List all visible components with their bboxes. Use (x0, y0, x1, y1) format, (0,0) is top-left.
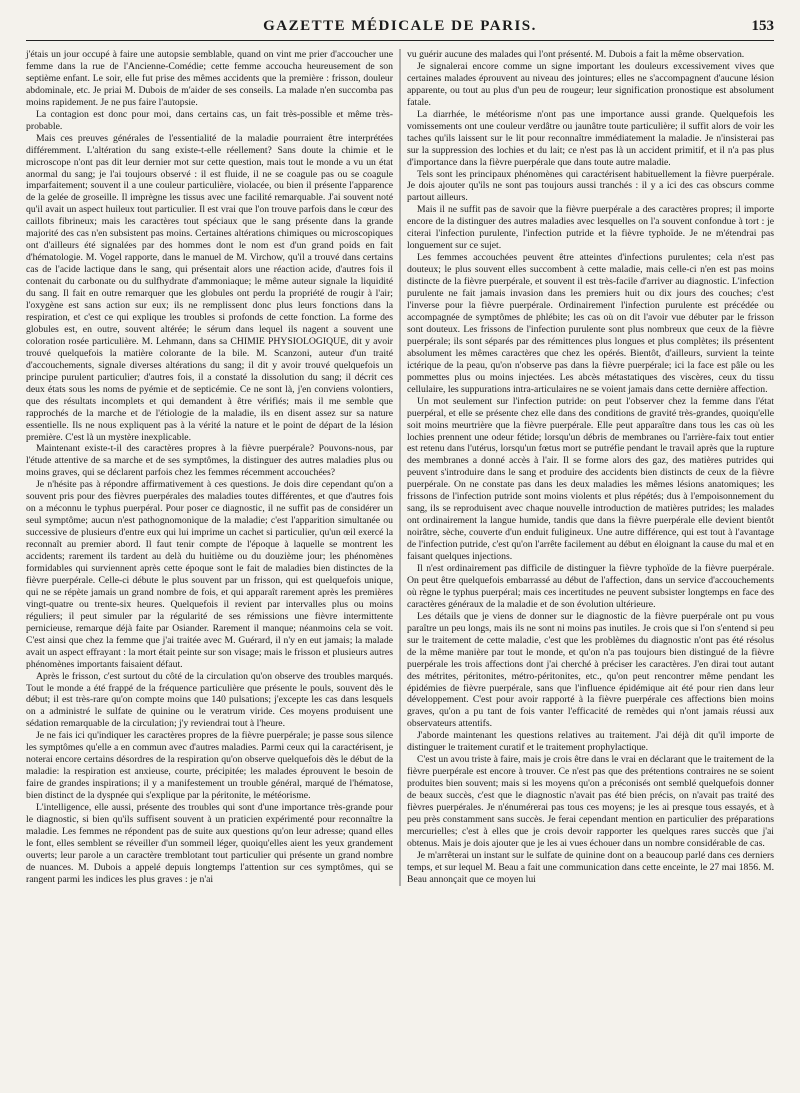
paragraph: Mais il ne suffit pas de savoir que la fièvre puerpérale a des caractères propres; il importe encore de la distinguer des autres maladies avec lesquelles on l'a souvent confondue à tort : je citerai l'infection purulente, l'infection putride et la fièvre typhoïde. Je ne m'étendrai pas longuement sur ce sujet. (407, 204, 774, 252)
paragraph: Un mot seulement sur l'infection putride: on peut l'observer chez la femme dans l'état puerpéral, et elle se présente chez elle dans des conditions de gravité très-grandes, quoiqu'elle soit moins meurtrière que la fièvre puerpérale. Elle peut apparaître dans tous les cas où les lochies prennent une odeur fétide; lorsqu'un débris de membranes ou l'arrière-faix tout entier est retenu dans l'utérus, lorsqu'un fœtus mort se putréfie pendant le travail après que la rupture des membranes a donné accès à l'air. Il se forme alors des gaz, des matières putrides qui peuvent s'introduire dans le sang et produire des accidents bien distincts de ceux de la fièvre puerpérale. On ne constate pas dans les deux maladies les mêmes lésions anatomiques; les frissons de l'infection putride sont moins violents et plus répétés; dus à l'empoisonnement du sang, ils se reproduisent avec chaque nouvelle introduction de matières putrides; les malades ont ordinairement la langue humide, tandis que dans la fièvre puerpérale elle devient bientôt noirâtre, sèche, couverte d'un enduit fuligineux. Une autre différence, qui est tout à l'avantage de l'infection putride, c'est qu'on l'arrête facilement au début en éloignant la cause du mal et en faisant quelques injections. (407, 395, 774, 563)
paragraph: J'aborde maintenant les questions relatives au traitement. J'ai déjà dit qu'il importe de distinguer le traitement curatif et le traitement prophylactique. (407, 730, 774, 754)
paragraph: vu guérir aucune des malades qui l'ont présenté. M. Dubois a fait la même observation. (407, 49, 745, 60)
left-column (26, 49, 393, 886)
text-columns (26, 49, 774, 886)
right-column (407, 49, 774, 886)
page-number: 153 (751, 18, 774, 34)
paragraph: Après le frisson, c'est surtout du côté de la circulation qu'on observe des troubles marqués. Tout le monde a été frappé de la fréquence particulière que présente le pouls, souvent dès le début; il est très-rare qu'on compte moins que 140 pulsations; j'excepte les cas dans lesquels on a administré le sulfate de quinine ou le veratrum viride. Ces moyens produisent une sédation remarquable de la circulation; j'y reviendrai tout à l'heure. (26, 670, 393, 730)
paragraph: Je n'hésite pas à répondre affirmativement à ces questions. Je dois dire cependant qu'on a souvent pris pour des fièvres puerpérales des maladies toutes différentes, et que d'autres fois on a méconnu le typhus puerpéral. Pour poser ce diagnostic, il ne suffit pas de considérer un seul symptôme; aucun n'est pathognomonique de la maladie; c'est l'apparition simultanée ou successive de plusieurs d'entre eux qui lui imprime un cachet si particulier, qu'un œil exercé la reconnaît au premier abord. Il faut tenir compte de l'époque à laquelle se montrent les accidents; rarement ils tardent au delà du huitième ou du douzième jour; les phénomènes formidables qui surviennent après cette époque sont le fait de maladies bien distinctes de la fièvre puerpérale. Celle-ci débute le plus souvent par un frisson, qui est quelquefois unique, qui ne se répète jamais un grand nombre de fois, et qui apparaît rarement après les premières vingt-quatre ou trente-six heures. Quelquefois il revient par intervalles plus ou moins réguliers; il peut simuler par la régularité de ses rémissions une fièvre intermittente pernicieuse, remarque déjà faite par Osiander. Rarement il manque; néanmoins cela se voit. C'est ainsi que chez la femme que j'ai traitée avec M. Guérard, il n'y en eut jamais; la malade avait un aspect effrayant : la mort était peinte sur son visage; mais le frisson et plusieurs autres phénomènes importants faisaient défaut. (26, 479, 393, 670)
paragraph: Les détails que je viens de donner sur le diagnostic de la fièvre puerpérale ont pu vous paraître un peu longs, mais ils ne sont ni moins pas inutiles. Je crois que si l'on s'entend si peu sur le traitement de cette maladie, c'est que les problèmes du diagnostic n'ont pas été résolus de la même manière par tout le monde, et qu'on n'a pas toujours bien distingué de la fièvre puerpérale les trois affections dont j'ai cherché à préciser les caractères. J'en dirai tout autant des métrites, péritonites, métro-péritonites, etc., qu'on peut rencontrer même pendant les épidémies de fièvre puerpérale, sans que l'influence épidémique ait été pour rien dans leur développement. C'est pour avoir rapporté à la fièvre puerpérale ces affections bien moins graves, qu'on a pu tant de fois vanter l'efficacité de remèdes qui n'ont jamais réussi aux observateurs attentifs. (407, 610, 774, 730)
paragraph: Je ne fais ici qu'indiquer les caractères propres de la fièvre puerpérale; je passe sous silence les symptômes qu'elle a en commun avec d'autres maladies. Parmi ceux qui la caractérisent, je noterai encore certains désordres de la respiration qu'on observe quelquefois dès le début de la maladie: la respiration est anxieuse, courte, précipitée; les malades éprouvent le besoin de faire de grandes inspirations; il y a manifestement un trouble général, marqué de l'hématose, bien distinct de la dyspnée qui s'explique par la péritonite, le météorisme. (26, 730, 393, 802)
paragraph: La diarrhée, le météorisme n'ont pas une importance aussi grande. Quelquefois les vomissements ont une couleur verdâtre ou jaunâtre toute particulière; il suffit alors de voir les taches qu'ils laissent sur le lit pour reconnaître immédiatement la maladie. Je n'insisterai pas sur la suppression des lochies et du lait; ce n'est pas là un accident primitif, et il n'a pas plus d'importance dans la fièvre puerpérale que dans toute autre maladie. (407, 108, 774, 168)
paragraph: L'intelligence, elle aussi, présente des troubles qui sont d'une importance très-grande pour le diagnostic, si bien qu'ils suffisent souvent à un praticien expérimenté pour reconnaître la maladie. Les femmes ne répondent pas de suite aux questions qu'on leur adresse; quand elles le font, elles semblent se réveiller d'un sommeil léger, quoiqu'elles aient les yeux grandement ouverts; leur parole a un caractère tremblotant tout particulier qui présente un grand nombre de nuances. M. Dubois a appelé depuis longtemps l'attention sur ces symptômes, qui se rangent parmi les indices les plus graves : je n'ai (26, 802, 393, 885)
paragraph: Tels sont les principaux phénomènes qui caractérisent habituellement la fièvre puerpérale. Je dois ajouter qu'ils ne sont pas toujours aussi tranchés : il y a ici des cas obscurs comme partout ailleurs. (407, 168, 774, 204)
paragraph: Maintenant existe-t-il des caractères propres à la fièvre puerpérale? Pouvons-nous, par l'étude attentive de sa marche et de ses symptômes, la distinguer des autres maladies plus ou moins graves, qui se déclarent parfois chez les femmes récemment accouchées? (26, 443, 393, 479)
paragraph: La contagion est donc pour moi, dans certains cas, un fait très-possible et même très-probable. (26, 108, 393, 132)
paragraph: Je m'arrêterai un instant sur le sulfate de quinine dont on a beaucoup parlé dans ces derniers temps, et sur lequel M. Beau a fait une communication dans cette enceinte, le 27 mai 1856. M. Beau annonçait que ce moyen lui (407, 849, 774, 885)
paragraph: Mais ces preuves générales de l'essentialité de la maladie pourraient être interprétées différemment. L'altération du sang existe-t-elle réellement? Sans doute la chimie et le microscope n'ont pas dit leur dernier mot sur cette question, mais tout le monde a vu un état anormal du sang; je l'ai toujours observé : il est fluide, il ne se coagule pas ou se coagule imparfaitement; souvent il a une couleur particulière, violacée, ou bien il présente l'apparence de la gelée de groseille. Il imprègne les tissus avec une facilité remarquable. J'ai souvent noté qu'il avait un aspect huileux tout particulier. Il est vrai que l'on trouve parfois dans le cœur des caillots fibrineux; mais les caractères tout spéciaux que le sang présente dans la grande majorité des cas n'en subsistent pas moins. Certaines altérations chimiques ou microscopiques ont d'ailleurs été signalées par des hommes dont le nom est d'un grand poids en fait d'hématologie. M. Vogel rapporte, dans le manuel de M. Virchow, qu'il a trouvé dans certains cas de l'acide lactique dans le sang, qui présentait alors une réaction acide, d'autres fois il contenait du carbonate ou du sulfhydrate d'ammoniaque; le même auteur signale la liquidité du sang. Il fait en outre remarquer que les globules ont perdu la propriété de rougir à l'air; l'oxygène est sans action sur eux; ils ne remplissent donc plus leurs fonctions dans la respiration, et c'est ce qui explique les troubles si profonds de cette fonction. La forme des globules est, en outre, souvent altérée; le sérum dans lequel ils nagent a souvent une coloration rosée particulière. M. Lehmann, dans sa CHIMIE PHYSIOLOGIQUE, dit y avoir trouvé quelquefois la matière colorante de la bile. M. Scanzoni, auteur d'un traité d'accouchements, signale diverses altérations du sang; il dit y avoir trouvé quelquefois un principe purulent particulier; d'autres fois, il a constaté la dissolution du sang; il décrit ces deux états sous les noms de pyémie et de septicémie. Ce ne sont là, j'en conviens volontiers, que des résultats incomplets et qui demandent à être vérifiés; mais il me semble que rapprochés de la marche et de l'étiologie de la maladie, ils en disent assez sur sa nature essentielle. Ils ne nous expliquent pas à la vérité la nature et le point de départ de la lésion première. C'est là un mystère inexplicable. (26, 132, 393, 443)
paragraph: j'étais un jour occupé à faire une autopsie semblable, quand on vint me prier d'accoucher une femme dans la rue de l'Ancienne-Comédie; cette femme accoucha heureusement de son septième enfant. Le soir, elle fut prise des mêmes accidents que la première : frisson, douleur abdominale, etc. Je priai M. Dubois de m'aider de ses conseils. La malade n'en succomba pas moins rapidement. Je ne pus faire l'autopsie. (26, 49, 393, 108)
page-header (26, 14, 774, 41)
journal-title: GAZETTE MÉDICALE DE PARIS. (263, 18, 537, 34)
paragraph: Je signalerai encore comme un signe important les douleurs excessivement vives que certaines malades éprouvent au niveau des jointures; elles ne s'accompagnent d'aucune lésion apparente, ou tout au plus d'un peu de rougeur; leur signification pronostique est absolument fatale. (407, 60, 774, 108)
paragraph: Il n'est ordinairement pas difficile de distinguer la fièvre typhoïde de la fièvre puerpérale. On peut être quelquefois embarrassé au début de l'affection, dans un service d'accouchements où règne le typhus puerpéral; mais ces incertitudes ne peuvent subsister longtemps en face des caractères généraux de la maladie et de son évolution ultérieure. (407, 562, 774, 610)
paragraph: C'est un avou triste à faire, mais je crois être dans le vrai en déclarant que le traitement de la fièvre puerpérale est encore à trouver. Ce n'est pas que des prétentions contraires ne se soient produites bien souvent; mais si les moyens qu'on a préconisés ont semblé quelquefois donner de beaux succès, c'est que le diagnostic n'avait pas été bien précis, on n'avait pas traité des fièvres puerpérales. Je n'énumérerai pas tous ces moyens; je les ai presque tous essayés, et à peu près constamment sans succès. Je ferai cependant mention en particulier des préparations mercurielles; c'est à elles que je crois devoir rapporter les quelques rares succès que j'ai obtenus. Mais je dois ajouter que je les ai vues échouer dans un nombre considérable de cas. (407, 754, 774, 849)
paragraph: Les femmes accouchées peuvent être atteintes d'infections purulentes; cela n'est pas douteux; le plus souvent elles succombent à cette maladie, mais celle-ci n'en est pas moins distincte de la fièvre puerpérale, et souvent il est très-facile d'arriver au diagnostic. L'infection purulente ne fait jamais invasion dans les premiers huit ou dix jours des couches; c'est l'inverse pour la fièvre puerpérale. Ordinairement l'infection purulente est précédée ou accompagnée de symptômes de phlébite; les cas où on dit l'avoir vue débuter par le frisson sont douteux. Les frissons de l'infection purulente sont plus nombreux que ceux de la fièvre puerpérale; ils sont séparés par des rémittences plus longues et plus complètes; ils présentent absolument les mêmes caractères que chez les opérés. Bientôt, d'ailleurs, survient la teinte ictérique de la peau, qu'on n'observe pas dans la fièvre puerpérale; ici la face est pâle ou les pommettes plus ou moins injectées. Les abcès métastatiques des viscères, ceux du tissu cellulaire, les suppurations intra-articulaires ne se voient jamais dans cette dernière affection. (407, 252, 774, 395)
